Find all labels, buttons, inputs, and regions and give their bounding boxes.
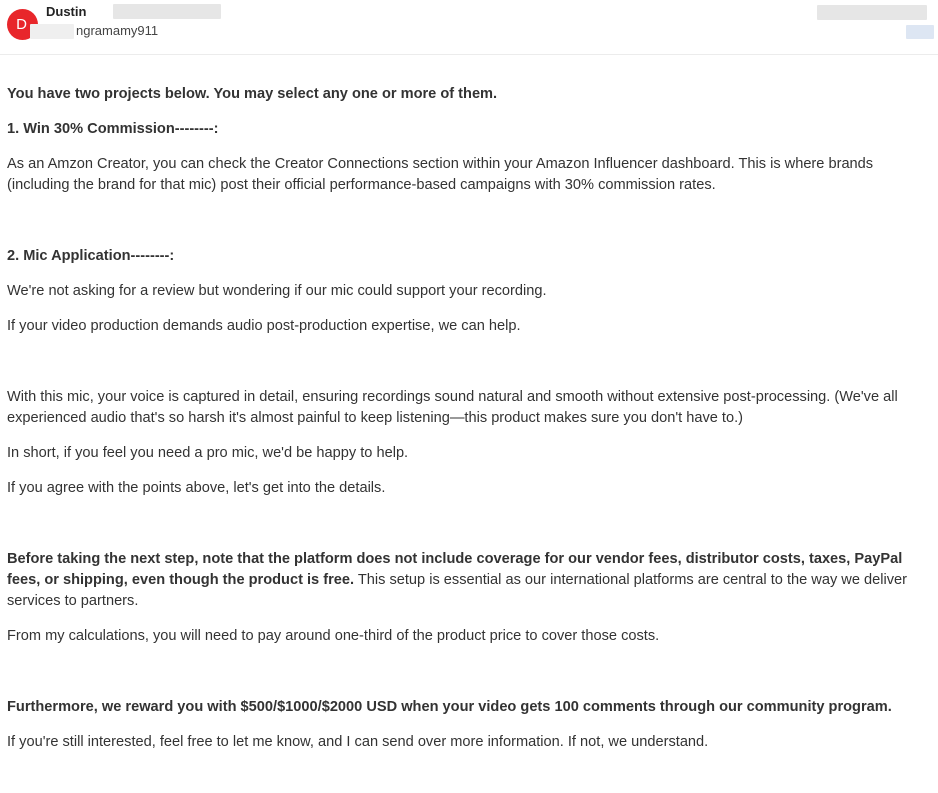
redacted-recipient [906,25,934,39]
redacted-header-text [113,4,221,19]
reward-text: Furthermore, we reward you with $500/$1000/$2000 USD when your video gets 100 comments through our community program. [7,699,892,715]
project2-heading: 2. Mic Application--------: [7,248,175,264]
sender-email[interactable]: ngramamy911 [76,23,159,38]
sender-name[interactable]: Dustin [46,4,87,19]
fees-bold-text: Before taking the next step, note that the platform does not include coverage for our vendor fees, distributor costs, taxes, PayPal fees, or shipping, even though the product is free. [7,551,903,588]
project1-body: As an Amzon Creator, you can check the Creator Connections section within your Amazon Influencer dashboard. This is where brands (including the brand for that mic) post their official performance-based campaigns with 30% commission rates. [7,156,874,193]
avatar-letter: D [16,16,27,33]
mic-detail-3: If you agree with the points above, let's get into the details. [7,480,386,496]
closing-text: If you're still interested, feel free to let me know, and I can send over more information. If not, we understand. [7,734,709,750]
email-header [0,0,938,55]
fees-paragraph [7,549,931,612]
fees-regular-text: This setup is essential as our international platforms are central to the way we deliver services to partners. [7,572,907,609]
email-body [7,84,931,753]
project1-heading: 1. Win 30% Commission--------: [7,121,219,137]
intro-text: You have two projects below. You may select any one or more of them. [7,86,498,102]
calculation-text: From my calculations, you will need to pay around one-third of the product price to cover those costs. [7,628,660,644]
mic-detail-2: In short, if you feel you need a pro mic, we'd be happy to help. [7,445,409,461]
project2-body-1: We're not asking for a review but wondering if our mic could support your recording. [7,283,547,299]
mic-detail-1: With this mic, your voice is captured in detail, ensuring recordings sound natural and smooth without extensive post-processing. (We've all experienced audio that's so harsh it's almost painful to keep listening—this product makes sure you don't have to.) [7,389,898,426]
redacted-date [817,5,927,20]
project2-body-2: If your video production demands audio post-production expertise, we can help. [7,318,521,334]
redacted-email-prefix [30,24,74,39]
